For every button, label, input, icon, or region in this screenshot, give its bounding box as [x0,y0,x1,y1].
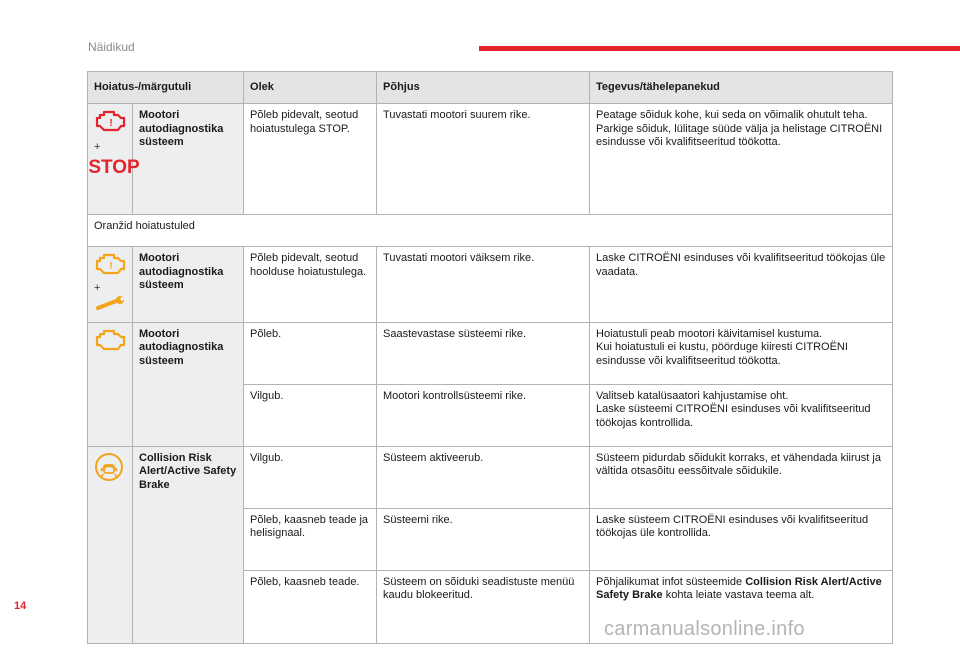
row4-state-b: Põleb, kaasneb teade ja helisignaal. [244,508,377,570]
table-row [88,247,893,323]
section-title: Näidikud [88,40,135,54]
row4-name: Collision Risk Alert/Active Safety Brake [133,446,244,643]
row4-state-a: Vilgub. [244,446,377,508]
row3-action-a-line2: Kui hoiatustuli ei kustu, pöörduge kiiresti CITROËNI esindusse või kvalifitseeritud töökotta. [596,341,848,367]
row3-state-b: Vilgub. [244,384,377,446]
row2-name: Mootori autodiagnostika süsteem [133,247,244,323]
table-group-row [88,215,893,247]
plus-sign: + [94,281,101,294]
engine-icon [94,109,128,135]
row3-action-a-line1: Hoiatustuli peab mootori käivitamisel kustuma. [596,327,823,340]
row4-action-c-pre: Põhjalikumat infot süsteemide [596,575,743,588]
group-title-orange: Oranžid hoiatustuled [88,215,893,247]
row1-action [590,104,893,215]
header-state: Olek [244,72,377,104]
row1-name: Mootori autodiagnostika süsteem [133,104,244,215]
row3-cause-a: Saastevastase süsteemi rike. [377,322,590,384]
row1-cause: Tuvastati mootori suurem rike. [377,104,590,215]
table-row [88,322,893,384]
row1-action-line2: Parkige sõiduk, lülitage süüde välja ja helistage CITROËNI esindusse või kvalifitseeritud töökotta. [596,122,883,148]
row3-action-a [590,322,893,384]
row1-action-line1: Peatage sõiduk kohe, kui seda on võimalik ohutult teha. [596,109,868,121]
engine-icon [94,328,128,354]
row3-state-a: Põleb. [244,322,377,384]
table-row [88,104,893,215]
header-warning-light: Hoiatus-/märgutuli [88,72,244,104]
watermark: carmanualsonline.info [604,618,805,640]
row3-action-b-line1: Valitseb katalüsaatori kahjustamise oht. [596,389,789,402]
stop-icon [88,155,140,178]
row2-icon-cell [88,247,133,323]
row4-action-b: Laske süsteem CITROËNI esinduses või kvalifitseeritud töökojas üle kontrollida. [590,508,893,570]
row4-state-c: Põleb, kaasneb teade. [244,570,377,643]
warning-lights-table [87,71,893,644]
row1-state: Põleb pidevalt, seotud hoiatustulega STOP. [244,104,377,215]
row4-action-a: Süsteem pidurdab sõidukit korraks, et vähendada kiirust ja vältida otsasõitu eessõitvale sõidukile. [590,446,893,508]
row2-state: Põleb pidevalt, seotud hoolduse hoiatustulega. [244,247,377,323]
row2-cause: Tuvastati mootori väiksem rike. [377,247,590,323]
row4-action-c-post: kohta leiate vastava teema alt. [665,589,815,601]
row3-action-b-line2: Laske süsteemi CITROËNI esinduses või kvalifitseeritud töökojas kontrollida. [596,403,871,429]
row4-cause-c: Süsteem on sõiduki seadistuste menüü kaudu blokeeritud. [377,570,590,643]
wrench-icon [94,296,128,312]
row3-icon-cell [88,322,133,446]
row3-cause-b: Mootori kontrollsüsteemi rike. [377,384,590,446]
row4-cause-b: Süsteemi rike. [377,508,590,570]
page-number: 14 [14,600,27,612]
row3-action-b [590,384,893,446]
row1-icon-cell [88,104,140,215]
row4-icon-cell [88,446,133,643]
row2-action: Laske CITROËNI esinduses või kvalifitseeritud töökojas üle vaadata. [590,247,893,323]
collision-alert-icon [94,452,124,482]
svg-text:!: ! [109,118,113,129]
svg-text:!: ! [109,261,113,272]
svg-text:STOP: STOP [88,157,140,178]
table-row [88,446,893,508]
header-cause: Põhjus [377,72,590,104]
row4-cause-a: Süsteem aktiveerub. [377,446,590,508]
row4-action-c-bold: Collision Risk Alert/Active Safety Brake [596,575,882,601]
plus-sign: + [94,140,101,153]
engine-icon [94,252,128,276]
row3-name: Mootori autodiagnostika süsteem [133,322,244,446]
header-action: Tegevus/tähelepanekud [590,72,893,104]
table-header-row [88,72,893,104]
header-accent-bar [479,46,960,51]
